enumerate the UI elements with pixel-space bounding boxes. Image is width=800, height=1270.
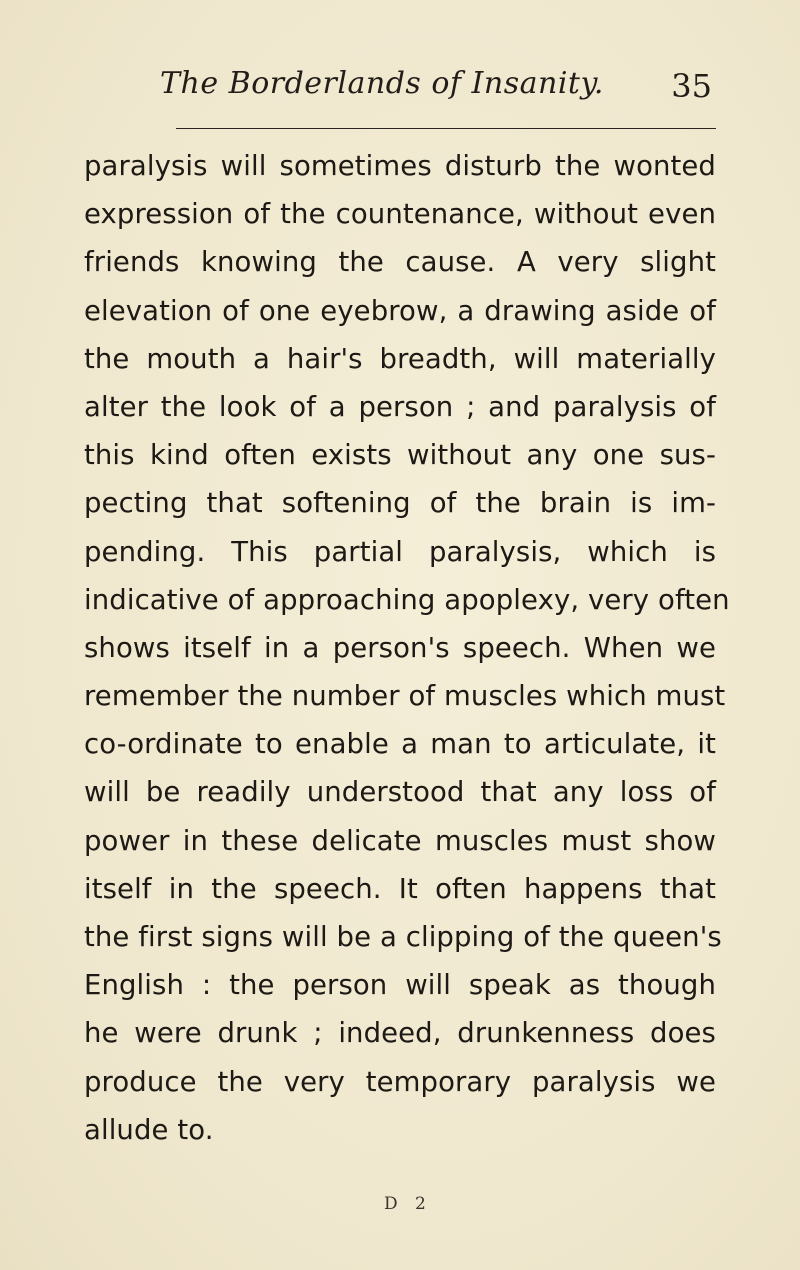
signature-mark: D 2 bbox=[384, 1194, 432, 1214]
text-line: shows itself in a person's speech. When we bbox=[84, 631, 716, 664]
text-line: pending. This partial paralysis, which is bbox=[84, 535, 716, 568]
text-line: expression of the countenance, without even bbox=[84, 198, 716, 231]
text-line: produce the very temporary paralysis we bbox=[84, 1065, 716, 1098]
text-line: co-ordinate to enable a man to articulate, it bbox=[84, 728, 716, 761]
text-line: alter the look of a person ; and paralysis of bbox=[84, 390, 716, 423]
text-line: the first signs will be a clipping of the queen's bbox=[84, 921, 722, 953]
text-line: this kind often exists without any one sus- bbox=[84, 439, 716, 472]
page-number: 35 bbox=[671, 67, 712, 105]
text-line: indicative of approaching apoplexy, very often bbox=[84, 583, 730, 616]
text-line: pecting that softening of the brain is im- bbox=[84, 487, 716, 520]
text-line: English : the person will speak as though bbox=[84, 969, 716, 1002]
text-line: remember the number of muscles which must bbox=[84, 680, 726, 713]
text-line: paralysis will sometimes disturb the wonted bbox=[84, 150, 716, 182]
text-line: itself in the speech. It often happens that bbox=[84, 872, 716, 905]
text-line: power in these delicate muscles must show bbox=[84, 824, 716, 857]
text-line: he were drunk ; indeed, drunkenness does bbox=[84, 1017, 716, 1050]
body-text bbox=[84, 142, 730, 1154]
text-line: friends knowing the cause. A very slight bbox=[84, 246, 716, 279]
text-line: allude to. bbox=[84, 1113, 214, 1146]
text-line: elevation of one eyebrow, a drawing aside of bbox=[84, 294, 716, 327]
running-title: The Borderlands of Insanity. bbox=[160, 66, 604, 101]
running-head bbox=[82, 62, 712, 106]
header-rule bbox=[176, 128, 716, 129]
text-line: the mouth a hair's breadth, will materially bbox=[84, 342, 716, 375]
text-line: will be readily understood that any loss of bbox=[84, 776, 716, 809]
